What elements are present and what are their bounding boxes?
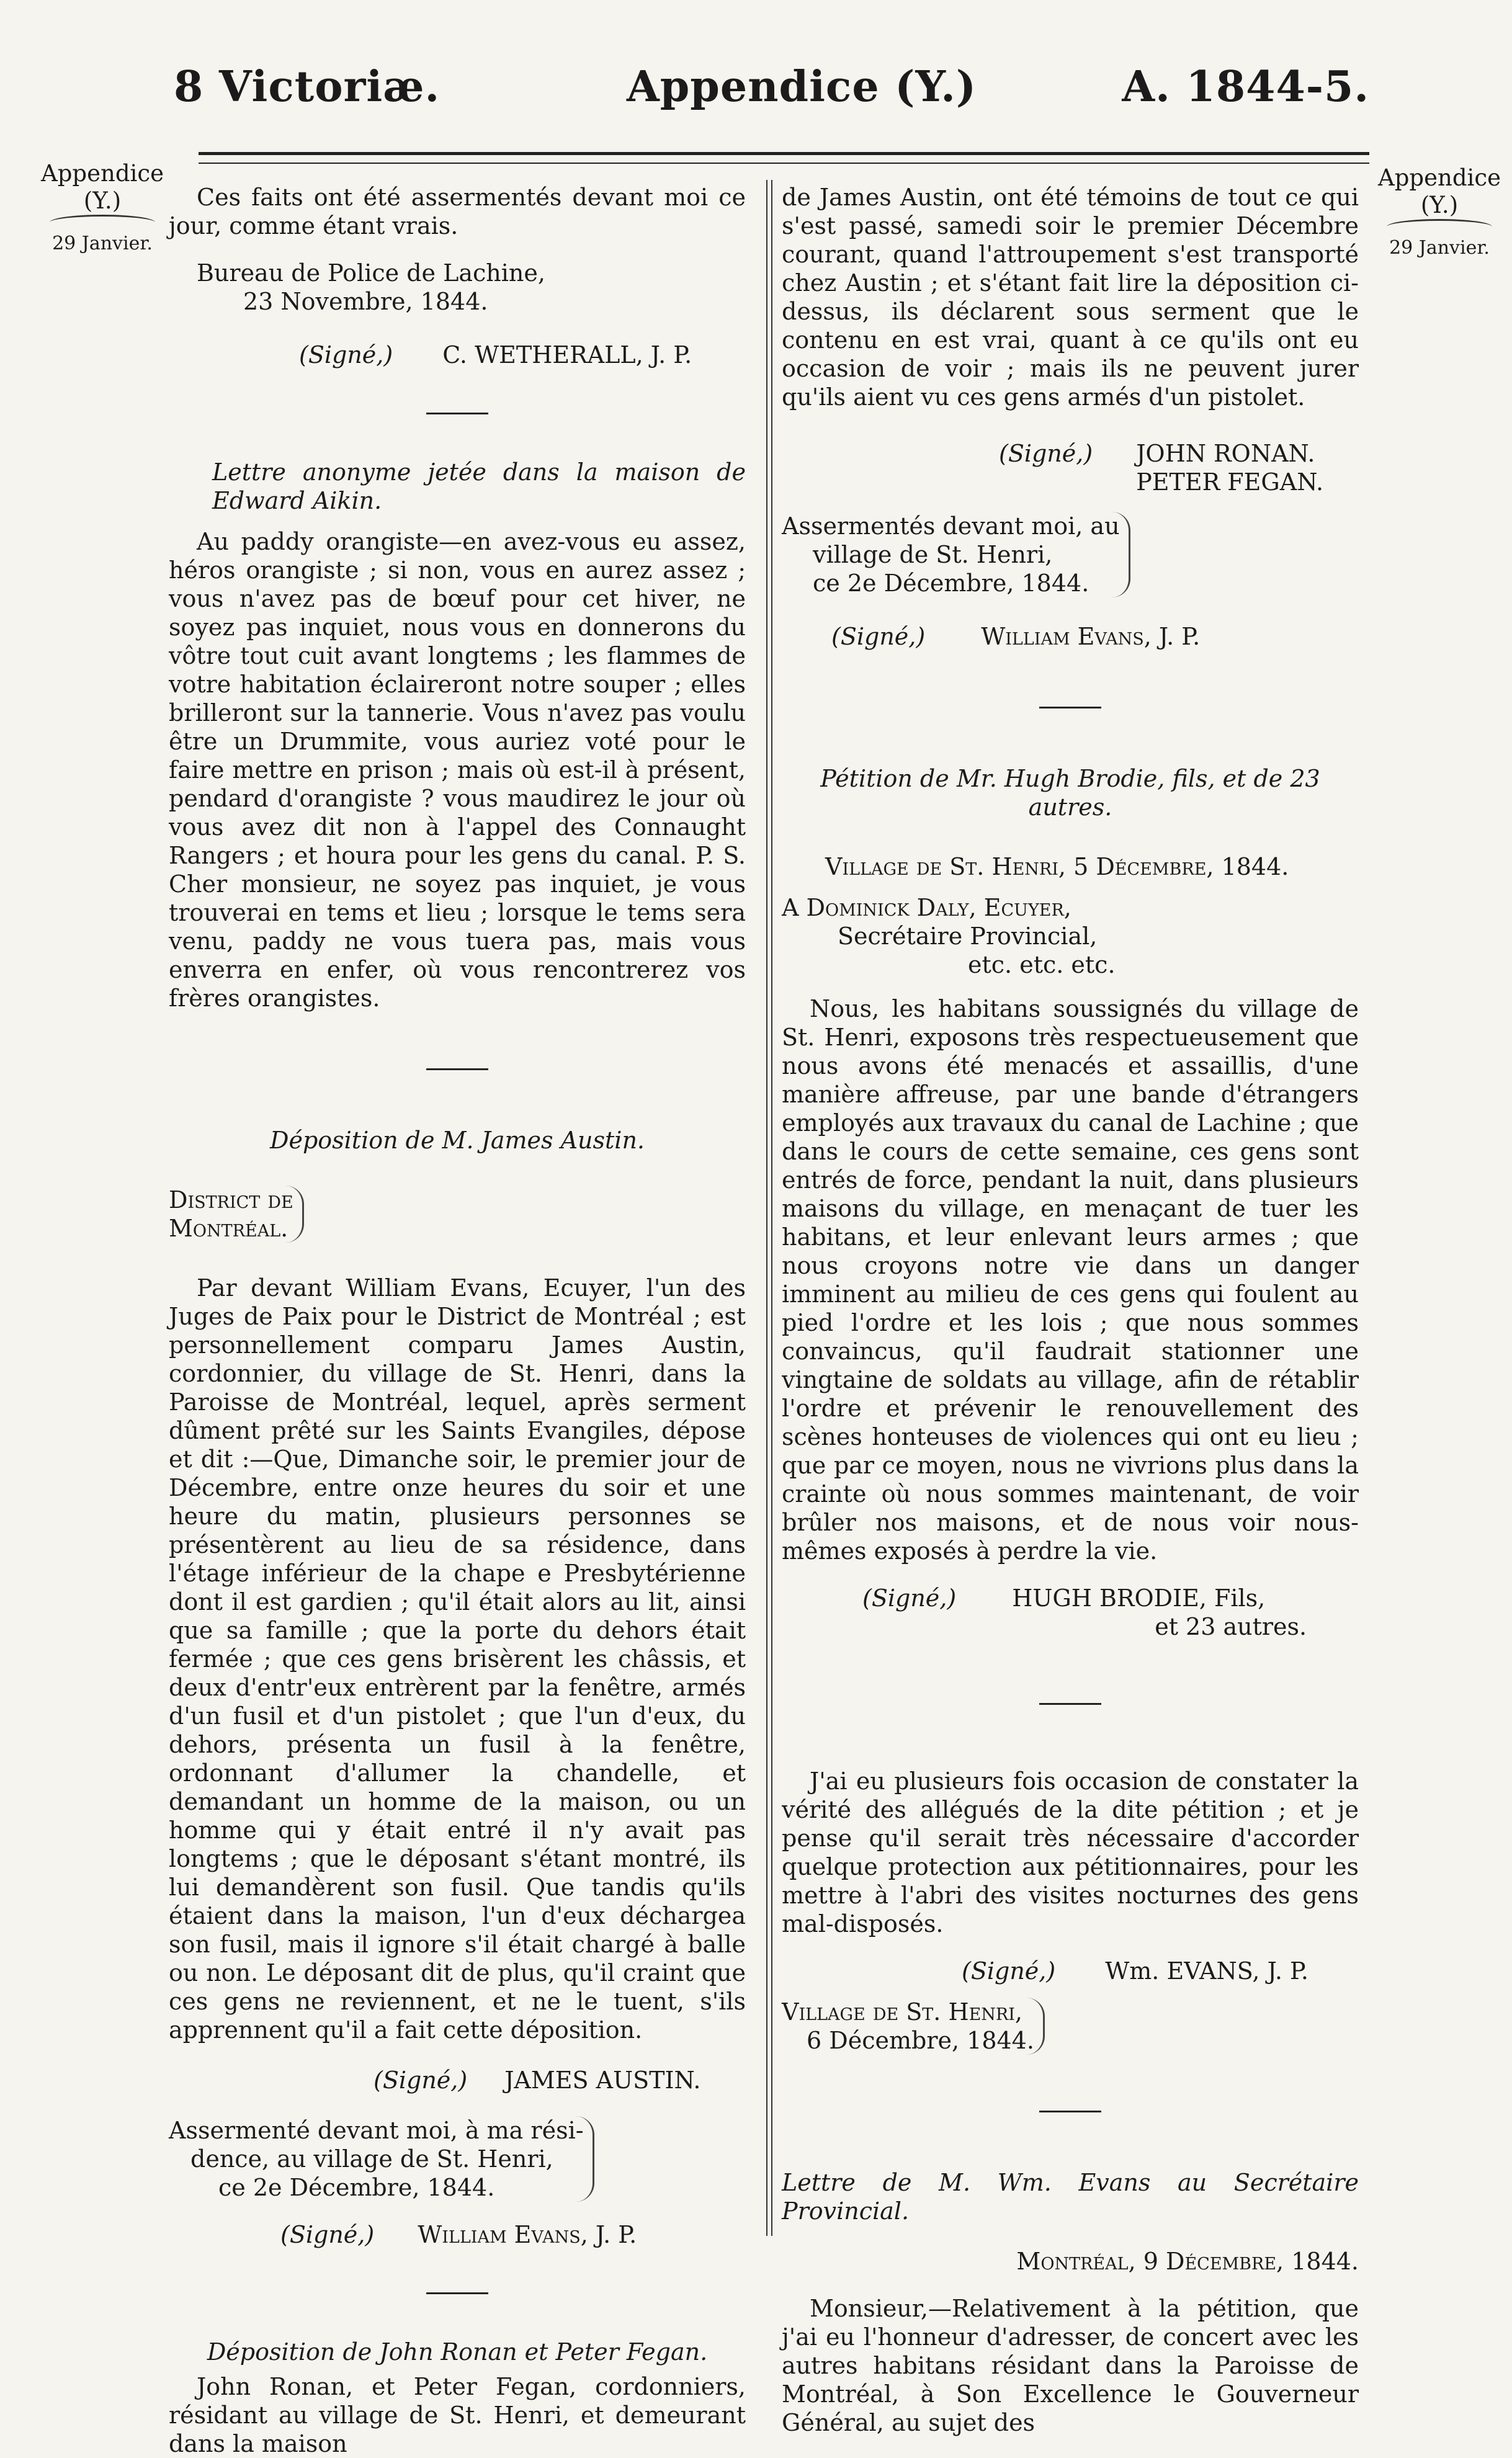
margin-note-label: Appendice — [1378, 164, 1501, 191]
sworn-bracket — [169, 2116, 746, 2202]
paragraph: J'ai eu plusieurs fois occasion de constater la vérité des allégués de la dite pétition ; et je pense qu'il serait très nécessaire d'accorder quelque protection aux pétitionnaires, pour les mettre à l'abri des visites nocturnes des gens mal-disposés. — [782, 1768, 1359, 1937]
margin-note-right — [1374, 164, 1505, 262]
section-heading: Pétition de Mr. Hugh Brodie, fils, et de 23 autres. — [820, 765, 1320, 821]
signature-extra: et 23 autres. — [1155, 1613, 1307, 1640]
margin-note-sub: (Y.) — [1420, 192, 1459, 218]
village-bracket — [782, 1998, 1359, 2055]
date-line: 23 Novembre, 1844. — [243, 288, 488, 315]
sworn-line: ce 2e Décembre, 1844. — [218, 2174, 495, 2201]
place-line: Bureau de Police de Lachine, — [197, 259, 545, 287]
sworn-bracket — [782, 512, 1359, 597]
separator — [1039, 707, 1101, 708]
left-column — [169, 183, 746, 2458]
district-line: Montréal. — [169, 1215, 289, 1242]
village-line: Village de St. Henri, — [782, 1998, 1023, 2026]
margin-brace — [50, 215, 155, 230]
signature-label: (Signé,) — [999, 440, 1093, 467]
signature-label: (Signé,) — [299, 341, 393, 369]
signature — [169, 2066, 746, 2094]
separator — [426, 2292, 488, 2294]
header-rule-thin — [199, 163, 1369, 164]
margin-note-date: 29 Janvier. — [1389, 237, 1490, 259]
district-bracket — [169, 1186, 746, 1243]
letter-place: Montréal, 9 Décembre, 1844. — [1016, 2248, 1359, 2275]
sworn-line: Assermentés devant moi, au — [782, 512, 1120, 540]
signature — [169, 2220, 746, 2249]
signature-name: C. WETHERALL, J. P. — [442, 341, 692, 369]
paragraph: Au paddy orangiste—en avez-vous eu assez, héros orangiste ; si non, vous en aurez assez ; vous n'avez pas de bœuf pour cet hiver, ne soyez pas inquiet, nous vous en donnerons du vôtre tout cuit avant longtems ; les flammes de votre habitation éclaireront notre souper ; elles brilleront sur la tannerie. Vous n'avez pas voulu être un Drummite, vous auriez voté pour le faire mettre en prison ; mais où est-il à présent, pendard d'orangiste ? vous maudirez le jour où vous avez dit non à l'appel des Connaught Rangers ; et houra pour les gens du canal. P. S. Cher monsieur, ne soyez pas inquiet, je vous trouverai en tems et lieu ; lorsque le tems sera venu, paddy ne vous tuera pas, mais vous enverra en enfer, où vous rencontrerez vos frères orangistes. — [169, 528, 746, 1012]
signature-label: (Signé,) — [862, 1584, 957, 1612]
signature-name: HUGH BRODIE, Fils, — [1012, 1584, 1266, 1612]
signature-name: JOHN RONAN. — [1136, 440, 1315, 467]
separator — [1039, 1703, 1101, 1705]
signature-names — [1012, 1584, 1307, 1641]
signature-label: (Signé,) — [831, 623, 926, 650]
section-heading: Déposition de M. James Austin. — [269, 1127, 645, 1154]
sworn-line: Assermenté devant moi, à ma rési- — [169, 2117, 584, 2144]
signature — [782, 439, 1359, 496]
margin-note-sub: (Y.) — [83, 187, 122, 214]
sworn-line: dence, au village de St. Henri, — [190, 2145, 553, 2173]
margin-note-left — [37, 160, 168, 257]
separator — [1039, 2111, 1101, 2112]
address-line: A Dominick Daly, Ecuyer, — [782, 894, 1071, 921]
section-heading: Déposition de John Ronan et Peter Fegan. — [207, 2338, 708, 2366]
column-divider — [771, 180, 772, 2236]
paragraph: Ces faits ont été assermentés devant moi ce jour, comme étant vrais. — [169, 184, 746, 239]
separator — [426, 413, 488, 414]
paragraph: John Ronan, et Peter Fegan, cordonniers, résidant au village de St. Henri, et demeurant dans la maison — [169, 2373, 746, 2457]
signature-name: Wm. EVANS, J. P. — [1105, 1957, 1308, 1985]
signature-name: JAMES AUSTIN. — [504, 2067, 701, 2094]
paragraph: Nous, les habitans soussignés du village de St. Henri, exposons très respectueusement que nous avons été menacés et assaillis, d'une manière affreuse, par une bande d'étrangers employés aux travaux du canal de Lachine ; que dans le cours de cette semaine, ces gens sont entrés de force, pendant la nuit, dans plusieurs maisons du village, en menaçant de tuer les habitans, et leur enlevant leurs armes ; que nous croyons notre vie dans un danger imminent au milieu de ces gens qui foulent au pied l'ordre et les lois ; que nous sommes convaincus, qu'il faudrait stationner une vingtaine de soldats au village, afin de rétablir l'ordre et prévenir le renouvellement des scènes honteuses de violences qui ont eu lieu ; que par ce moyen, nous ne vivrions plus dans la crainte où nous sommes maintenant, de voir brûler nos maisons, et de nous voir nous-mêmes exposés à perdre la vie. — [782, 995, 1359, 1565]
village-line: 6 Décembre, 1844. — [807, 2027, 1034, 2054]
signature — [169, 341, 746, 369]
signature — [782, 622, 1359, 651]
signature-label: (Signé,) — [374, 2067, 468, 2094]
sworn-line: village de St. Henri, — [813, 541, 1053, 568]
signature — [782, 1584, 1359, 1641]
column-divider — [766, 180, 767, 2236]
header-session: 8 Victoriæ. — [174, 62, 441, 112]
district-line: District de — [169, 1186, 293, 1213]
separator — [426, 1068, 488, 1070]
sworn-line: ce 2e Décembre, 1844. — [813, 570, 1089, 597]
section-heading: Lettre anonyme jetée dans la maison de Edward Aikin. — [212, 458, 746, 514]
signature-name: PETER FEGAN. — [1136, 468, 1324, 496]
paragraph: Monsieur,—Relativement à la pétition, que j'ai eu l'honneur d'adresser, de concert avec les autres habitans résidant dans la Paroisse de Montréal, à Son Excellence le Gouverneur Général, au sujet des — [782, 2295, 1359, 2436]
right-column — [782, 183, 1359, 2437]
petition-place: Village de St. Henri, 5 Décembre, 1844. — [825, 853, 1289, 880]
signature-name: William Evans, J. P. — [418, 2221, 637, 2248]
margin-brace — [1387, 219, 1492, 235]
signature — [782, 1957, 1359, 1985]
signature-label: (Signé,) — [280, 2221, 375, 2248]
margin-note-label: Appendice — [41, 160, 164, 187]
signature-label: (Signé,) — [962, 1957, 1056, 1985]
address-line: Secrétaire Provincial, — [838, 923, 1098, 950]
section-heading: Lettre de M. Wm. Evans au Secrétaire Provincial. — [782, 2169, 1359, 2225]
header-appendix-title: Appendice (Y.) — [627, 62, 977, 112]
signature-names — [1136, 439, 1323, 496]
paragraph: de James Austin, ont été témoins de tout ce qui s'est passé, samedi soir le premier Décembre courant, quand l'attroupement s'est transporté chez Austin ; et s'étant fait lire la déposition ci-dessus, ils déclarent sous serment que le contenu en est vrai, quant à ce qu'ils ont eu occasion de voir ; mais ils ne peuvent jurer qu'ils aient vu ces gens armés d'un pistolet. — [782, 184, 1359, 411]
signature-name: William Evans, J. P. — [981, 623, 1201, 650]
margin-note-date: 29 Janvier. — [52, 233, 153, 254]
paragraph: Par devant William Evans, Ecuyer, l'un des Juges de Paix pour le District de Montréal ; est personnellement comparu James Austin, cordonnier, du village de St. Henri, dans la Paroisse de Montréal, lequel, après serment dûment prêté sur les Saints Evangiles, dépose et dit :—Que, Dimanche soir, le premier jour de Décembre, entre onze heures du soir et une heure du matin, plusieurs personnes se présentèrent au lieu de sa résidence, dans l'étage inférieur de la chape e Presbytérienne dont il est gardien ; qu'il était alors au lit, ainsi que sa famille ; que la porte du dehors était fermée ; que ces gens brisèrent les châssis, et deux d'entr'eux entrèrent par la fenêtre, armés d'un fusil et d'un pistolet ; que l'un d'eux, du dehors, présenta un fusil à la fenêtre, ordonnant d'allumer la chandelle, et demandant un homme de la maison, ou un homme qui y était entré il n'y avait pas longtems ; que le déposant s'étant montré, ils lui demandèrent son fusil. Que tandis qu'ils étaient dans la maison, l'un d'eux déchargea son fusil, mais il ignore s'il était chargé à balle ou non. Le déposant dit de plus, qu'il craint que ces gens ne reviennent, et ne le tuent, s'ils apprennent qu'il a fait cette déposition. — [169, 1274, 746, 2044]
header-year: A. 1844-5. — [1122, 62, 1369, 112]
header-rule-thick — [199, 152, 1369, 155]
address-line: etc. etc. etc. — [968, 951, 1116, 978]
